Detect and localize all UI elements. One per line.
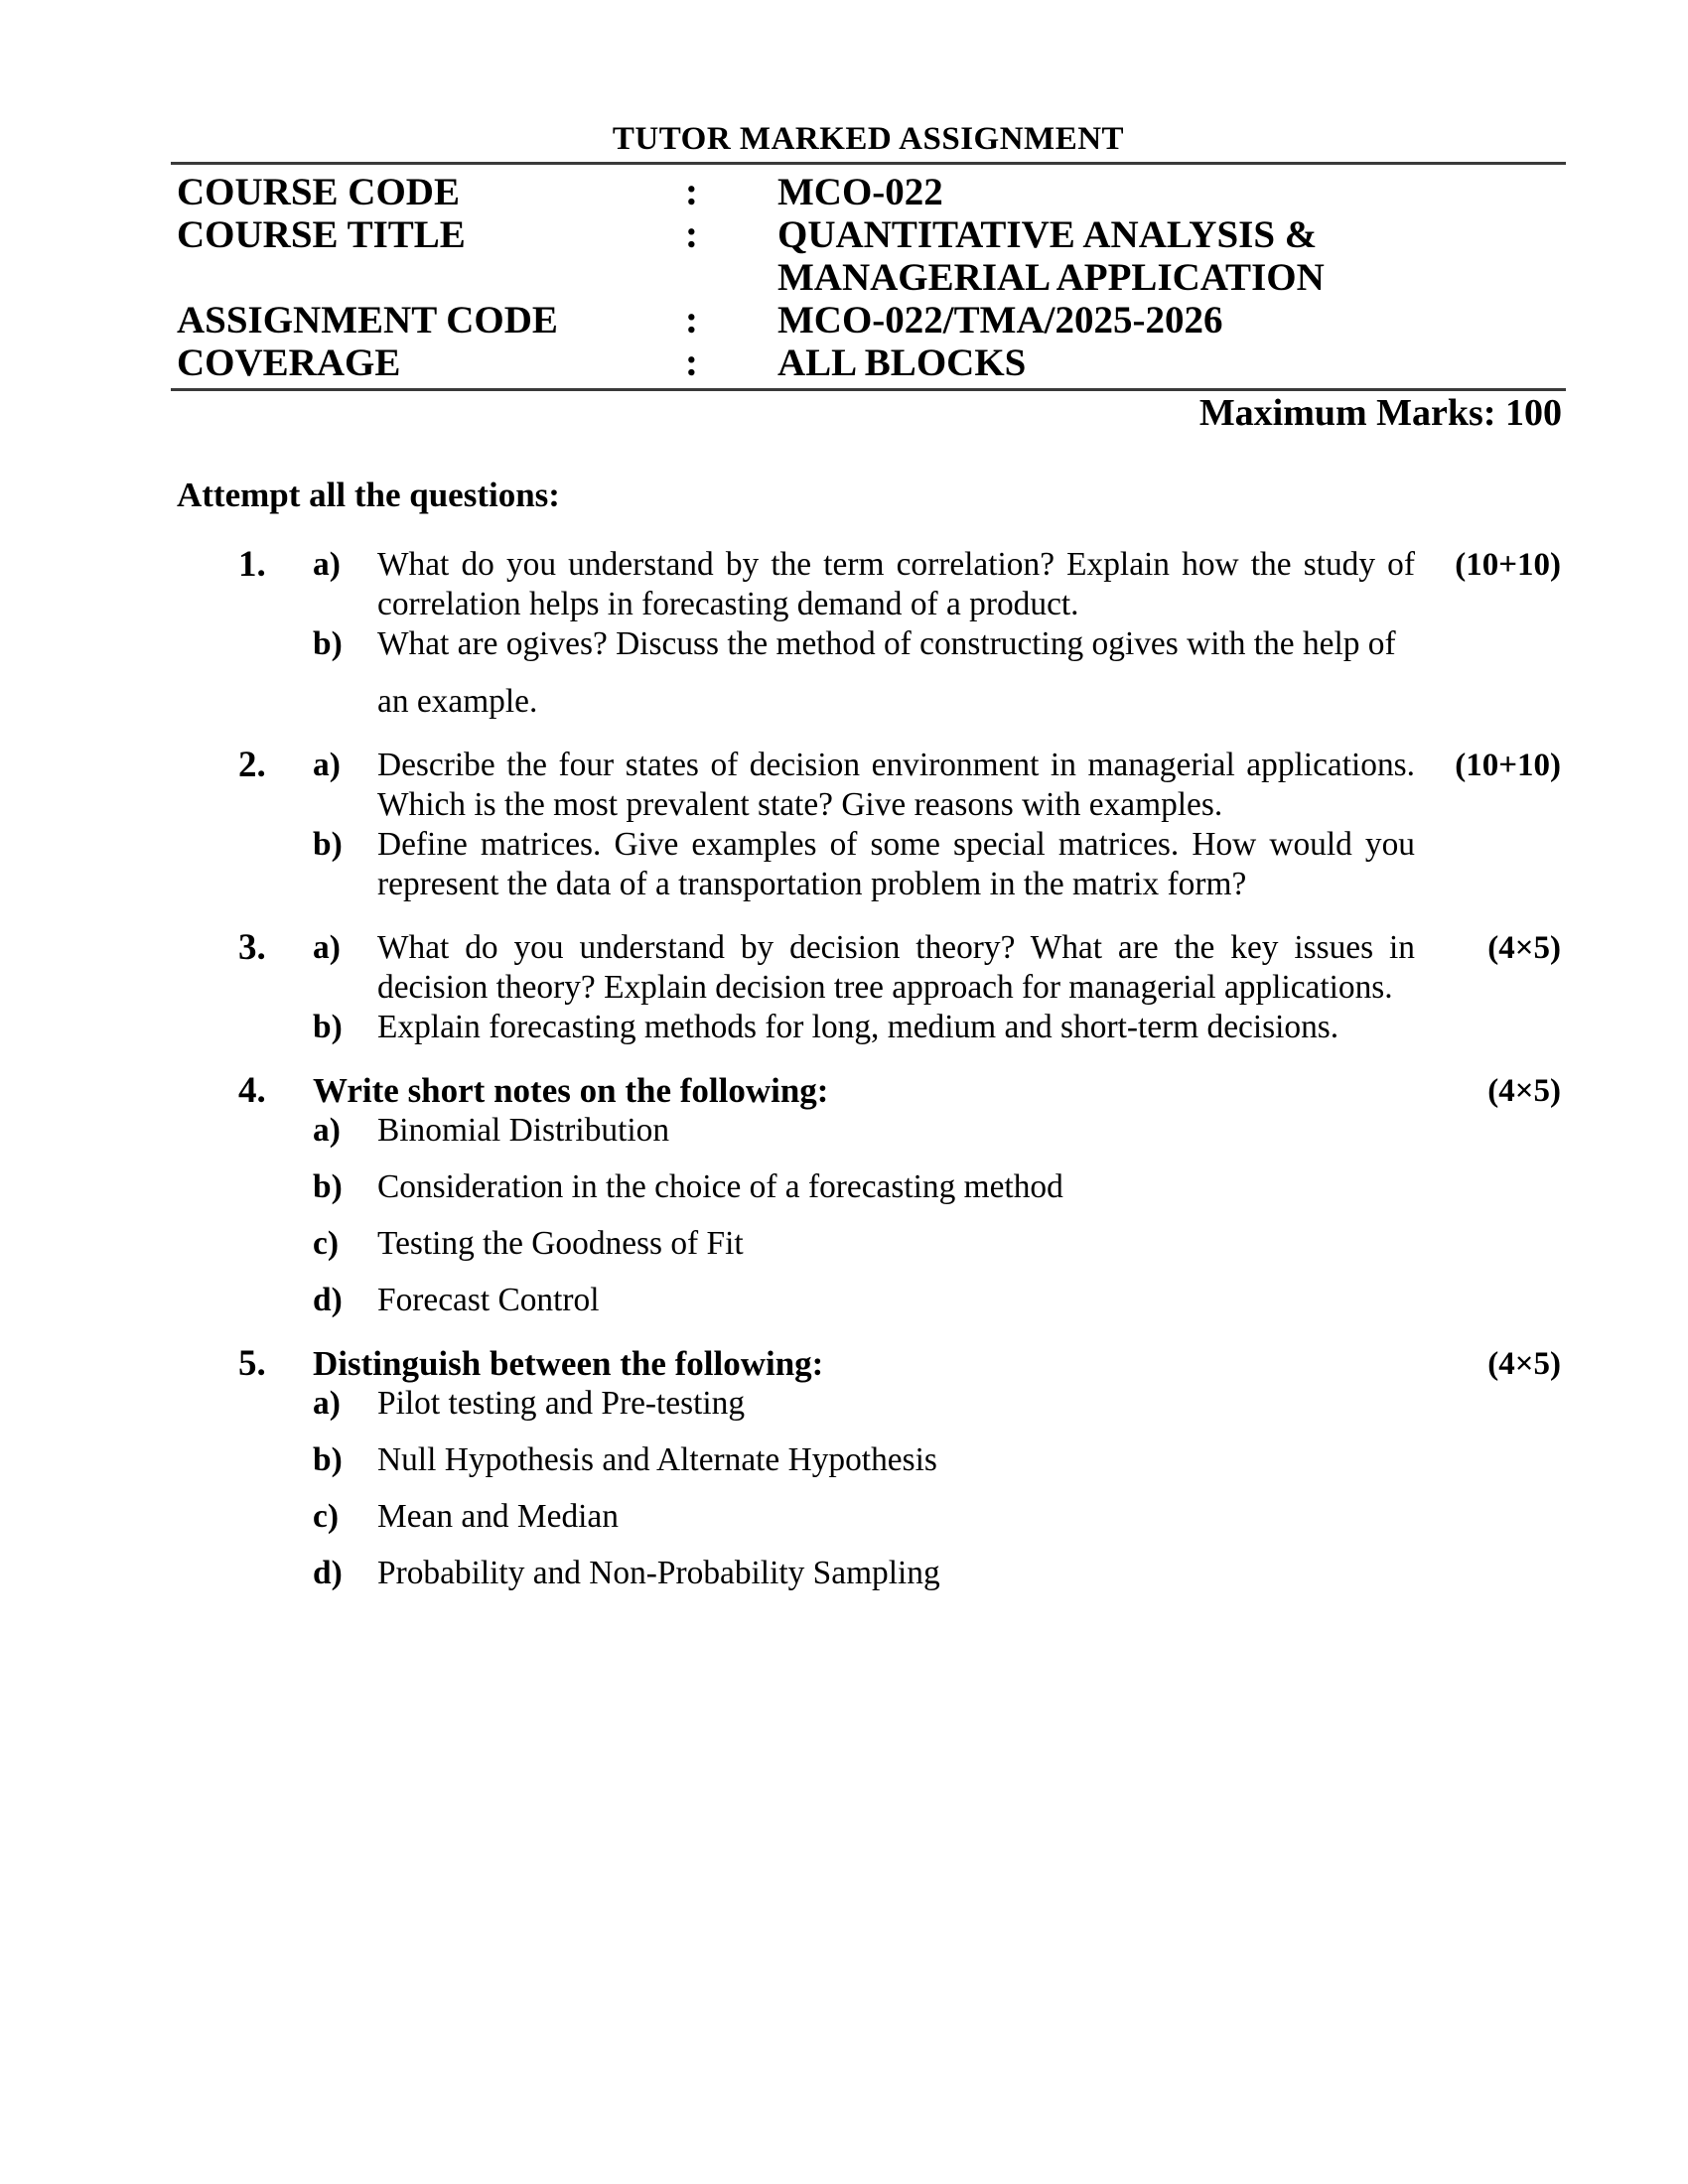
question-heading: Distinguish between the following: — [313, 1344, 824, 1383]
instruction-text: Attempt all the questions: — [177, 476, 560, 514]
question-5 — [238, 1344, 1566, 1593]
question-body — [313, 746, 1415, 904]
header-colon: : — [685, 171, 698, 213]
question-part — [313, 928, 1415, 1008]
header-value: QUANTITATIVE ANALYSIS & — [777, 213, 1318, 256]
question-part — [313, 624, 1415, 722]
header-label: COURSE TITLE — [177, 213, 466, 256]
header-value-line2: MANAGERIAL APPLICATION — [777, 256, 1325, 299]
part-letter: d) — [313, 1555, 343, 1591]
header-row-assignment-code — [171, 299, 1566, 341]
part-text: Mean and Median — [377, 1498, 619, 1535]
question-part — [313, 1554, 1415, 1593]
question-part — [313, 825, 1415, 904]
question-part — [313, 1111, 1415, 1151]
question-part — [313, 1384, 1415, 1424]
question-marks: (4×5) — [1487, 1346, 1561, 1382]
header-label: ASSIGNMENT CODE — [177, 299, 558, 341]
header-block — [171, 165, 1566, 391]
question-body — [313, 928, 1415, 1047]
question-part — [313, 1497, 1415, 1537]
question-part — [313, 746, 1415, 825]
question-number: 3. — [238, 927, 266, 968]
part-letter: a) — [313, 747, 341, 783]
question-part — [313, 1440, 1415, 1480]
part-text: Define matrices. Give examples of some special matrices. How would you represent the data of a transportation problem in the matrix form? — [377, 826, 1415, 902]
part-letter: a) — [313, 546, 341, 583]
part-text: What do you understand by decision theory? What are the key issues in decision theory? Explain decision tree approach for managerial applications. — [377, 929, 1415, 1006]
part-text: Null Hypothesis and Alternate Hypothesis — [377, 1441, 937, 1478]
part-text: Pilot testing and Pre-testing — [377, 1385, 746, 1422]
part-text: Binomial Distribution — [377, 1112, 670, 1149]
part-letter: a) — [313, 929, 341, 966]
part-text: Probability and Non-Probability Sampling — [377, 1555, 940, 1591]
part-text: Explain forecasting methods for long, medium and short-term decisions. — [377, 1009, 1339, 1045]
question-marks: (4×5) — [1487, 1073, 1561, 1109]
question-4 — [238, 1071, 1566, 1320]
question-part — [313, 1167, 1415, 1207]
question-2 — [238, 746, 1566, 904]
part-letter: b) — [313, 826, 343, 863]
question-part — [313, 1008, 1415, 1047]
part-text: Consideration in the choice of a forecasting method — [377, 1168, 1063, 1205]
question-number: 1. — [238, 544, 266, 585]
header-value: MCO-022 — [777, 171, 943, 213]
header-row-course-title — [171, 213, 1566, 256]
header-label: COURSE CODE — [177, 171, 460, 213]
part-text-line: What are ogives? Discuss the method of constructing ogives with the help of — [377, 625, 1396, 662]
part-letter: c) — [313, 1498, 339, 1535]
header-colon: : — [685, 213, 698, 256]
question-part — [313, 545, 1415, 624]
header-value: MCO-022/TMA/2025-2026 — [777, 299, 1223, 341]
part-letter: c) — [313, 1225, 339, 1262]
part-text: What do you understand by the term correlation? Explain how the study of correlation helps in forecasting demand of a product. — [377, 546, 1415, 622]
question-marks: (10+10) — [1455, 547, 1561, 583]
part-text: Testing the Goodness of Fit — [377, 1225, 744, 1262]
document-title: TUTOR MARKED ASSIGNMENT — [171, 0, 1566, 165]
part-letter: b) — [313, 1009, 343, 1045]
question-number: 5. — [238, 1343, 266, 1384]
header-row-course-title-wrap — [171, 256, 1566, 299]
question-body — [313, 1071, 1415, 1320]
header-colon: : — [685, 341, 698, 384]
question-heading: Write short notes on the following: — [313, 1071, 829, 1110]
part-letter: b) — [313, 625, 343, 662]
question-part — [313, 1224, 1415, 1264]
question-3 — [238, 928, 1566, 1047]
question-marks: (4×5) — [1487, 930, 1561, 966]
question-number: 4. — [238, 1070, 266, 1111]
part-letter: a) — [313, 1385, 341, 1422]
part-letter: a) — [313, 1112, 341, 1149]
header-label: COVERAGE — [177, 341, 401, 384]
header-colon: : — [685, 299, 698, 341]
part-letter: d) — [313, 1282, 343, 1318]
part-text: Describe the four states of decision environment in managerial applications. Which is the most prevalent state? Give reasons with examples. — [377, 747, 1415, 823]
question-marks: (10+10) — [1455, 748, 1561, 783]
question-list — [238, 545, 1566, 1593]
part-text: Forecast Control — [377, 1282, 600, 1318]
maximum-marks: Maximum Marks: 100 — [1198, 392, 1562, 434]
part-text-continuation: an example. — [377, 683, 538, 720]
header-value: ALL BLOCKS — [777, 341, 1027, 384]
question-part — [313, 1281, 1415, 1320]
part-text — [377, 624, 1415, 722]
part-letter: b) — [313, 1441, 343, 1478]
header-row-coverage — [171, 341, 1566, 384]
part-letter: b) — [313, 1168, 343, 1205]
header-row-course-code — [171, 171, 1566, 213]
question-1 — [238, 545, 1566, 722]
question-body — [313, 1344, 1415, 1593]
question-number: 2. — [238, 745, 266, 785]
question-body — [313, 545, 1415, 722]
